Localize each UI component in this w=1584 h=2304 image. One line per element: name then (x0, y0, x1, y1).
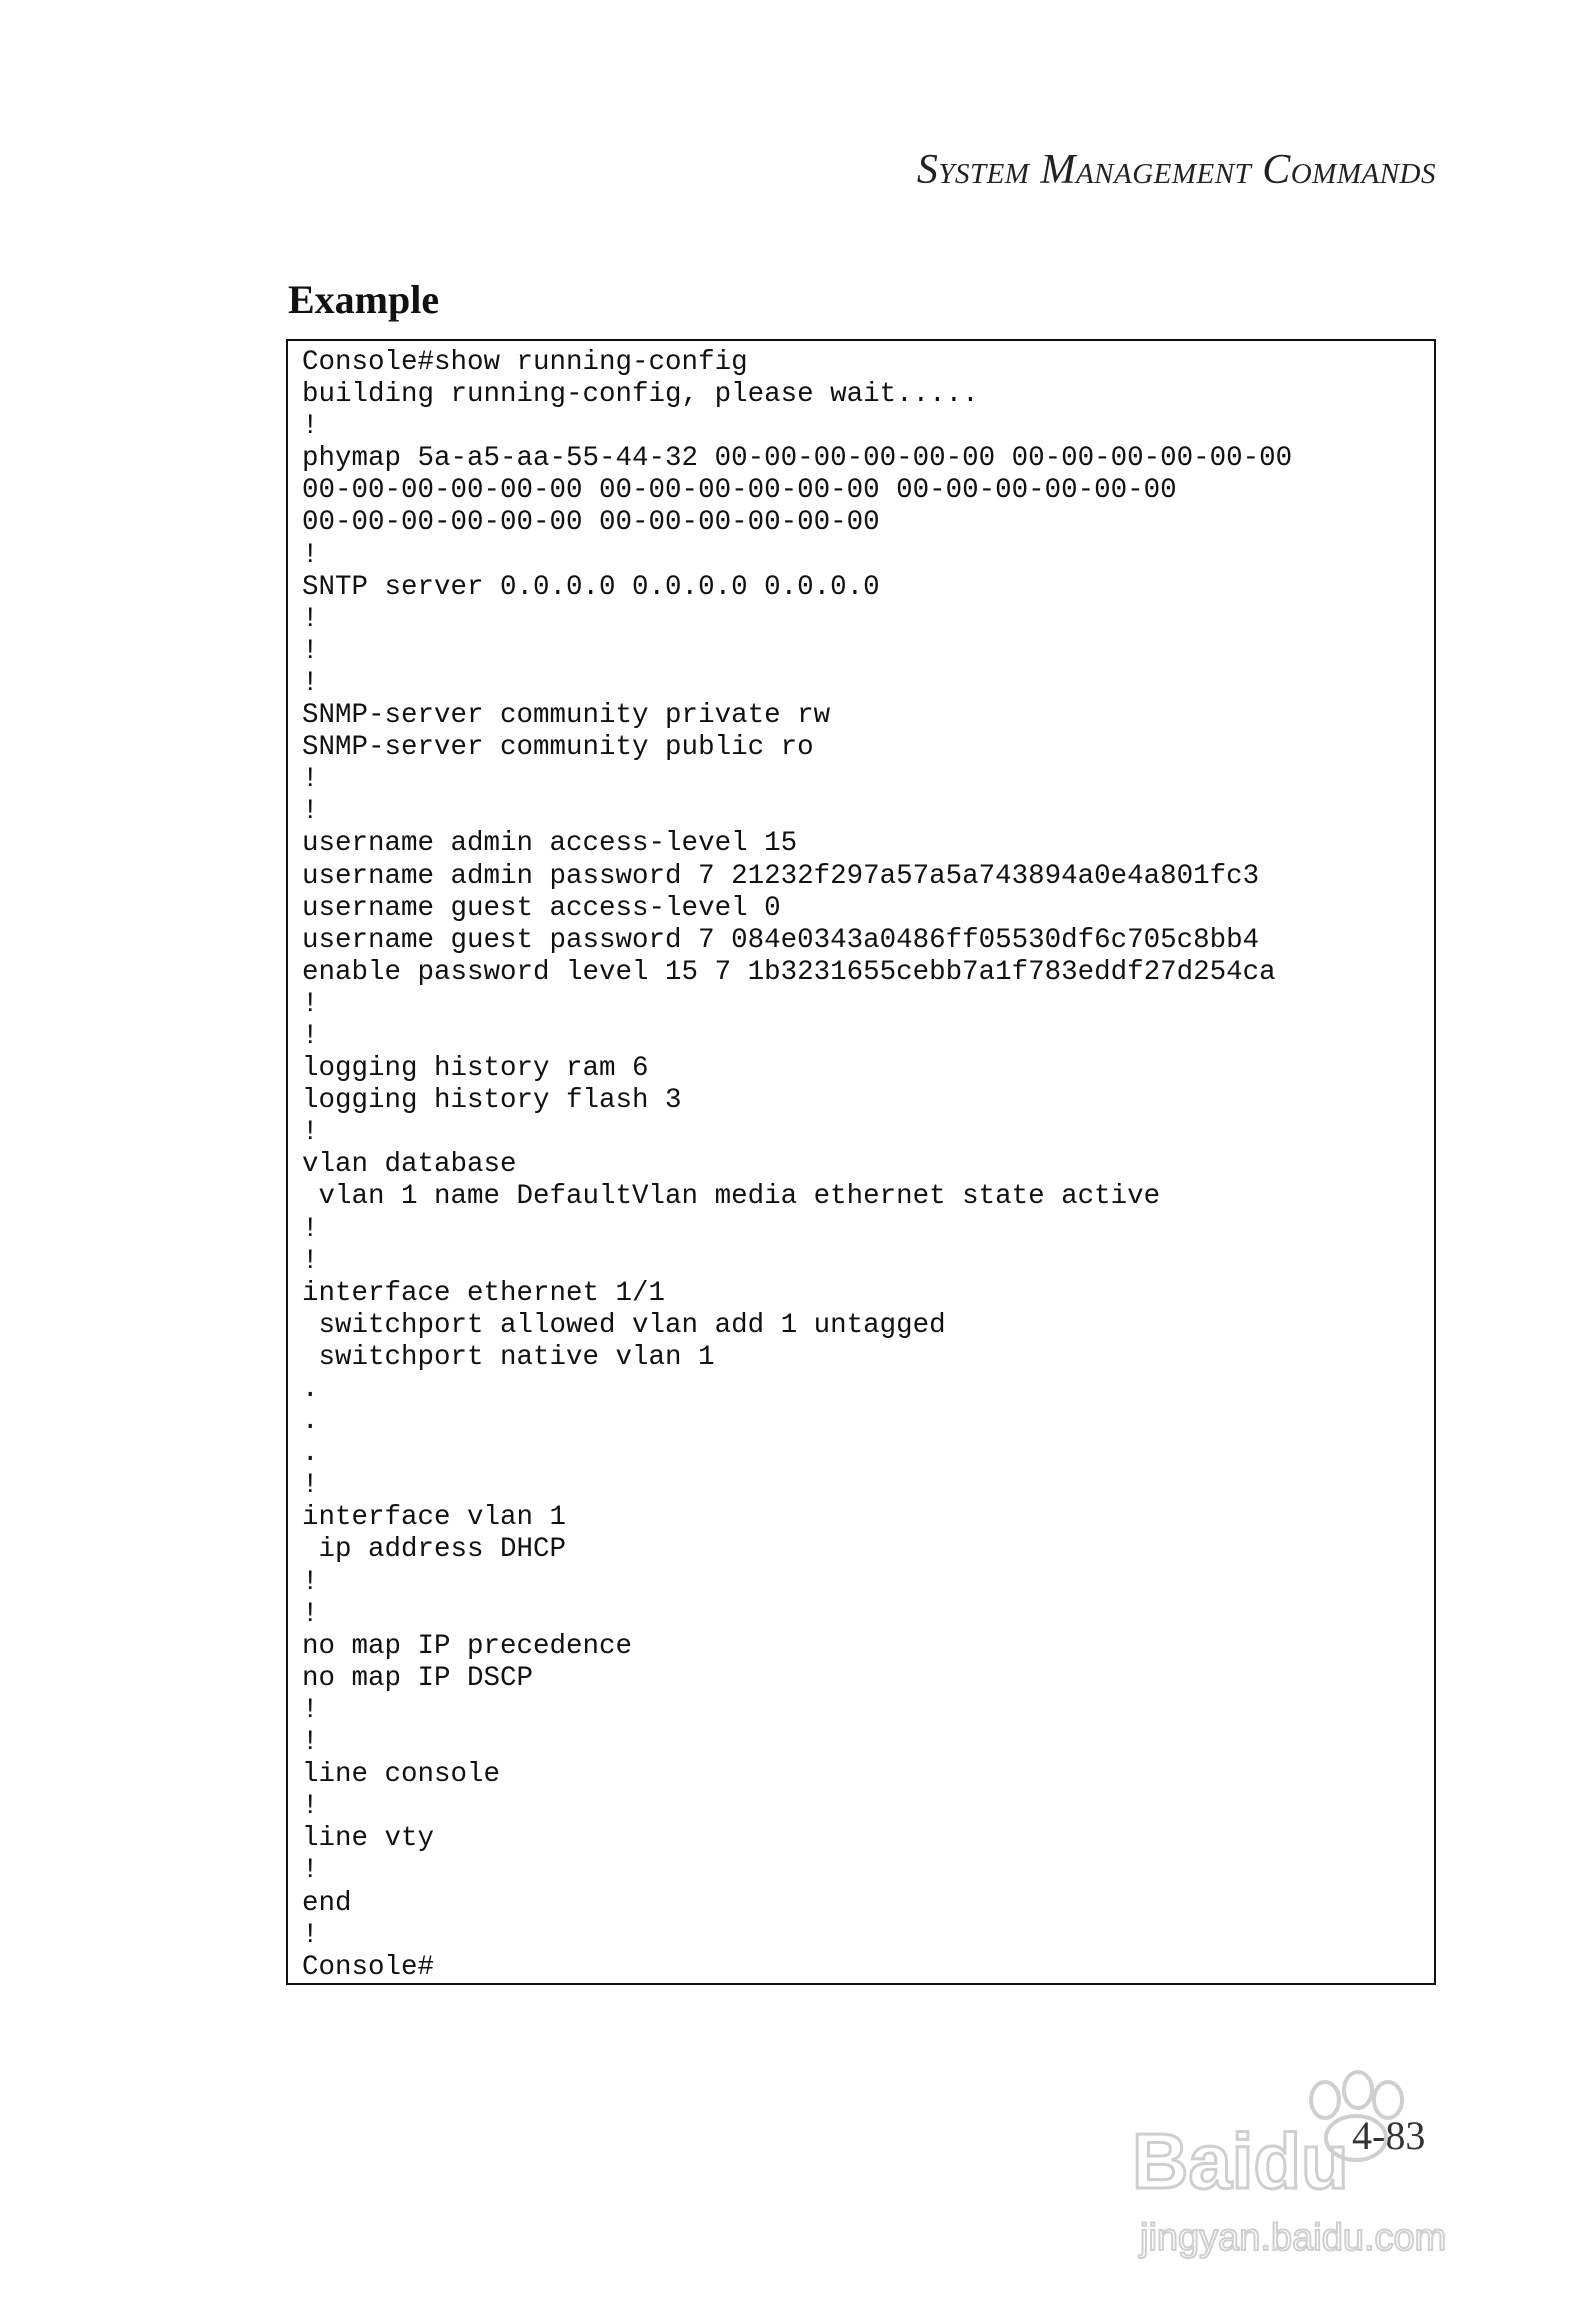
code-line: ip address DHCP (302, 1534, 567, 1566)
code-line: ! (302, 1213, 319, 1245)
code-line: ! (302, 603, 319, 635)
code-line: ! (302, 988, 319, 1020)
section-heading: Example (288, 277, 440, 322)
code-line: ! (302, 796, 319, 828)
code-line: ! (302, 635, 319, 667)
code-line: ! (302, 764, 319, 796)
code-line: enable password level 15 7 1b3231655cebb7a1f783eddf27d254ca (302, 956, 1276, 988)
watermark-brand-text: Baidu (1132, 2117, 1349, 2205)
code-line: 00-00-00-00-00-00 00-00-00-00-00-00 (302, 507, 880, 539)
code-line: . (302, 1374, 319, 1405)
code-line: line vty (302, 1823, 435, 1855)
code-line: logging history flash 3 (302, 1085, 682, 1117)
code-line: ! (302, 1694, 319, 1726)
watermark-site-text: jingyan.baidu.com (1140, 2217, 1447, 2259)
code-line: ! (302, 1117, 319, 1149)
code-line: username admin access-level 15 (302, 828, 798, 860)
code-line: ! (302, 1727, 319, 1759)
code-line: 00-00-00-00-00-00 00-00-00-00-00-00 00-00-00-00-00-00 (302, 475, 1177, 507)
code-line: phymap 5a-a5-aa-55-44-32 00-00-00-00-00-00 00-00-00-00-00-00 (302, 443, 1293, 475)
code-line: vlan database (302, 1149, 517, 1181)
code-line: username admin password 7 21232f297a57a5a743894a0e4a801fc3 (302, 860, 1260, 892)
code-line: SNMP-server community public ro (302, 732, 814, 764)
code-line: no map IP precedence (302, 1630, 633, 1662)
code-example-box (286, 339, 1436, 1985)
code-line: vlan 1 name DefaultVlan media ethernet state active (302, 1181, 1161, 1213)
code-line: no map IP DSCP (302, 1662, 534, 1694)
code-line: interface vlan 1 (302, 1502, 567, 1534)
code-line: Console# (302, 1951, 435, 1983)
code-listing (302, 347, 1434, 1984)
code-line: ! (302, 539, 319, 571)
code-line: switchport allowed vlan add 1 untagged (302, 1309, 946, 1341)
code-line: username guest password 7 084e0343a0486ff05530df6c705c8bb4 (302, 924, 1260, 956)
code-line: ! (302, 411, 319, 443)
code-line: ! (302, 1470, 319, 1502)
code-line: ! (302, 1855, 319, 1887)
code-line: ! (302, 1245, 319, 1277)
page-number: 4-83 (1352, 2113, 1426, 2158)
code-line: Console#show running-config (302, 347, 748, 378)
code-line: ! (302, 1598, 319, 1630)
code-line: logging history ram 6 (302, 1053, 649, 1085)
code-line: username guest access-level 0 (302, 892, 781, 924)
code-line: switchport native vlan 1 (302, 1341, 715, 1373)
code-line: . (302, 1406, 319, 1438)
code-line: building running-config, please wait..... (302, 379, 979, 411)
code-line: interface ethernet 1/1 (302, 1277, 666, 1309)
code-line: ! (302, 1919, 319, 1951)
code-line: . (302, 1438, 319, 1470)
running-header: System Management Commands (916, 147, 1436, 193)
code-line: SNTP server 0.0.0.0 0.0.0.0 0.0.0.0 (302, 571, 880, 603)
code-line: ! (302, 1566, 319, 1598)
code-line: ! (302, 667, 319, 699)
code-line: ! (302, 1791, 319, 1823)
baidu-watermark-logo (1120, 2060, 1500, 2260)
code-line: line console (302, 1759, 501, 1791)
code-line: end (302, 1887, 352, 1919)
code-line: SNMP-server community private rw (302, 700, 831, 732)
code-line: ! (302, 1020, 319, 1052)
